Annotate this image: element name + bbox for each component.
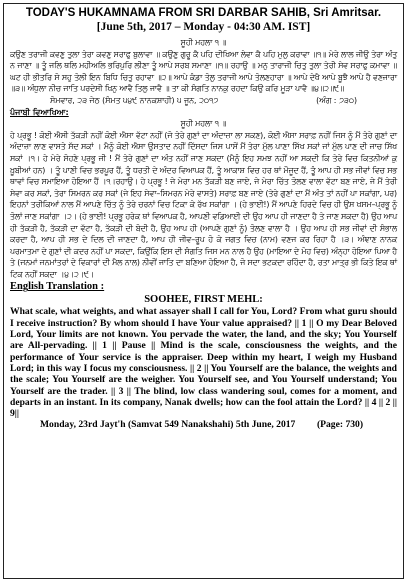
punjabi-text: ਹੇ ਪ੍ਰਭੂ ! ਕੋਈ ਐਸੀ ਤੱਕੜੀ ਨਹੀਂ ਕੋਈ ਐਸਾ ਵੱਟਾ ਨਹੀਂ (ਜੋ ਤੇਰੇ ਗੁਣਾਂ ਦਾ ਅੰਦਾਜ਼ਾ ਲਾ ਸਕਣ), ਕੋਈ ਐਸਾ ਸਰਾਫ਼ ਨਹੀਂ ਜਿਸ ਨੂੰ ਮੈਂ ਤੇਰੇ ਗੁਣਾਂ ਦਾ ਅੰਦਾਜ਼ਾ ਲਾਣ ਵਾਸਤੇ ਸੱਦ ਸਕਾਂ । ਮੈਨੂੰ ਕੋਈ ਐਸਾ ਉਸਤਾਦ ਨਹੀਂ ਦਿੱਸਦਾ ਜਿਸ ਪਾਸੋਂ ਮੈਂ ਤੇਰਾ ਮੁੱਲ ਪਾਣਾ ਸਿੱਖ ਸਕਾਂ ਜਾਂ ਮੁੱਲ ਪਾਣ ਦੀ ਜਾਚ ਸਿੱਖ ਸਕਾਂ ।੧। ਹੇ ਮੇਰੇ ਸੋਹਣੇ ਪ੍ਰਭੂ ਜੀ ! ਮੈਂ ਤੇਰੇ ਗੁਣਾਂ ਦਾ ਅੰਤ ਨਹੀਂ ਜਾਣ ਸਕਦਾ (ਮੈਨੂੰ ਇਹ ਸਮਝ ਨਹੀਂ ਆ ਸਕਦੀ ਕਿ ਤੇਰੇ ਵਿਚ ਕਿਤਨੀਆਂ ਕੁ ਖ਼ੂਬੀਆਂ ਹਨ) । ਤੂੰ ਪਾਣੀ ਵਿਚ ਭਰਪੂਰ ਹੈਂ, ਤੂੰ ਧਰਤੀ ਦੇ ਅੰਦਰ ਵਿਆਪਕ ਹੈਂ, ਤੂੰ ਆਕਾਸ਼ ਵਿਚ ਹਰ ਥਾਂ ਮੌਜੂਦ ਹੈਂ, ਤੂੰ ਆਪ ਹੀ ਸਭ ਜੀਵਾਂ ਵਿਚ ਸਭ ਥਾਵਾਂ ਵਿਚ ਸਮਾਇਆ ਹੋਇਆ ਹੈਂ ।੧।ਰਹਾਉ। ਹੇ ਪ੍ਰਭੂ ! ਜੇ ਮੇਰਾ ਮਨ ਤੱਕੜੀ ਬਣ ਜਾਏ, ਜੇ ਮੇਰਾ ਚਿੱਤ ਤੋਲਣ ਵਾਲਾ ਵੱਟਾ ਬਣ ਜਾਏ, ਜੇ ਮੈਂ ਤੇਰੀ ਸੇਵਾ ਕਰ ਸਕਾਂ, ਤੇਰਾ ਸਿਮਰਨ ਕਰ ਸਕਾਂ (ਜੇ ਇਹ ਸੇਵਾ–ਸਿਮਰਨ ਮੇਰੇ ਵਾਸਤੇ) ਸਰਾਫ਼ ਬਣ ਜਾਏ (ਤੇਰੇ ਗੁਣਾਂ ਦਾ ਮੈਂ ਅੰਤ ਤਾਂ ਨਹੀਂ ਪਾ ਸਕਾਂਗਾ, ਪਰ) ਇਹਨਾਂ ਤਰੀਕਿਆਂ ਨਾਲ ਮੈਂ ਆਪਣੇ ਚਿੱਤ ਨੂੰ ਤੇਰੇ ਚਰਨਾਂ ਵਿਚ ਟਿਕਾ ਕੇ ਰੱਖ ਸਕਾਂਗਾ । (ਹੇ ਭਾਈ!) ਮੈਂ ਆਪਣੇ ਹਿਰਦੇ ਵਿਚ ਹੀ ਉਸ ਖਸਮ–ਪ੍ਰਭੂ ਨੂੰ ਤੋਲਾਂ ਜਾਣ ਸਕਾਂਗਾ ।੨। (ਹੇ ਭਾਈ! ਪ੍ਰਭੂ ਹਰੇਕ ਥਾਂ ਵਿਆਪਕ ਹੈ, ਆਪਣੀ ਵਡਿਆਈ ਦੀ ਉਹ ਆਪ ਹੀ ਜਾਣਦਾ ਹੈ ਤੇ ਜਾਣ ਸਕਦਾ ਹੈ) ਉਹ ਆਪ ਹੀ ਤੱਕੜੀ ਹੈ, ਤੱਕੜੀ ਦਾ ਵੱਟਾ ਹੈ, ਤੱਕੜੀ ਦੀ ਬੋਦੀ ਹੈ, ਉਹ ਆਪ ਹੀ (ਆਪਣੇ ਗੁਣਾਂ ਨੂੰ) ਤੋਲਣ ਵਾਲਾ ਹੈ । ਉਹ ਆਪ ਹੀ ਸਭ ਜੀਵਾਂ ਦੀ ਸੰਭਾਲ ਕਰਦਾ ਹੈ, ਆਪ ਹੀ ਸਭ ਦੇ ਦਿਲ ਦੀ ਜਾਣਦਾ ਹੈ, ਆਪ ਹੀ ਜੀਵ–ਰੂਪ ਹੋ ਕੇ ਜਗਤ ਵਿਚ (ਨਾਮ) ਵਣਜ ਕਰ ਰਿਹਾ ਹੈ ।੩। ਅੰਞਾਣ ਨਾਨਕ ਪਰਮਾਤਮਾ ਦੇ ਗੁਣਾਂ ਦੀ ਕਦਰ ਨਹੀਂ ਪਾ ਸਕਦਾ, ਕਿਉਂਕਿ ਇਸ ਦੀ ਸੰਗਤਿ ਜਿਸ ਮਨ ਨਾਲ ਹੈ ਉਹ (ਮਾਇਆ ਦੇ ਮੋਹ ਵਿਚ) ਅੰਨ੍ਹਾ ਹੋਇਆ ਪਿਆ ਹੈ ਤੇ (ਜਨਮਾਂ ਜਨਮਾਂਤਰਾਂ ਦੇ ਵਿਕਾਰਾਂ ਦੀ ਮੈਲ ਨਾਲ) ਨੀਵੀਂ ਜਾਤਿ ਦਾ ਬਣਿਆ ਹੋਇਆ ਹੈ, ਜੋ ਸਦਾ ਭਟਕਦਾ ਰਹਿੰਦਾ ਹੈ, ਰਤਾ ਮਾਤ੍ਰ ਭੀ ਕਿਤੇ ਇਕ ਥਾਂ ਟਿਕ ਨਹੀਂ ਸਕਦਾ ।੪।੨।੯। <box>10 130 397 279</box>
footer-date: Monday, 23rd Jayt'h (Samvat 549 Nanakshahi) 5th June, 2017 <box>40 419 296 431</box>
english-heading: SOOHEE, FIRST MEHL: <box>144 294 263 306</box>
english-text: What scale, what weights, and what assayer shall I call for You, Lord? From what guru should I receive instruction? By whom should I have Your value appraised? || 1 || O my Dear Beloved Lord, Your limits are not known. You pervade the water, the land, and the sky; You Yourself are All-pervading. || 1 || Pause || Mind is the scale, consciousness the weights, and the performance of Your service is the appraiser. Deep within my heart, I weigh my Husband Lord; in this way I focus my consciousness. || 2 || You Yourself are the balance, the weights and the scale; You Yourself are the weigher. You Yourself see, and You Yourself understand; You Yourself are the trader. || 3 || The blind, low class wandering soul, comes for a moment, and departs in an instant. In its company, Nanak dwells; how can the fool attain the Lord? || 4 || 2 || 9|| <box>10 306 397 420</box>
english-label: English Translation : <box>10 281 105 293</box>
gurbani-text: ਕਉਣ ਤਰਾਜੀ ਕਵਣੁ ਤੁਲਾ ਤੇਰਾ ਕਵਣੁ ਸਰਾਫੁ ਬੁਲਾਵਾ ॥ ਕਉਣੁ ਗੁਰੂ ਕੈ ਪਹਿ ਦੀਖਿਆ ਲੇਵਾ ਕੈ ਪਹਿ ਮੁਲੁ ਕਰਾਵਾ ॥੧॥ ਮੇਰੇ ਲਾਲ ਜੀਉ ਤੇਰਾ ਅੰਤੁ ਨ ਜਾਣਾ ॥ ਤੂੰ ਜਲਿ ਥਲਿ ਮਹੀਅਲਿ ਭਰਿਪੁਰਿ ਲੀਣਾ ਤੂੰ ਆਪੇ ਸਰਬ ਸਮਾਣਾ ॥੧॥ ਰਹਾਉ ॥ ਮਨੁ ਤਾਰਾਜੀ ਚਿਤੁ ਤੁਲਾ ਤੇਰੀ ਸੇਵ ਸਰਾਫੁ ਕਮਾਵਾ ॥ ਘਟ ਹੀ ਭੀਤਰਿ ਸੋ ਸਹੁ ਤੋਲੀ ਇਨ ਬਿਧਿ ਚਿਤੁ ਰਹਾਵਾ ॥੨॥ ਆਪੇ ਕੰਡਾ ਤੋਲੁ ਤਰਾਜੀ ਆਪੇ ਤੋਲਣਹਾਰਾ ॥ ਆਪੇ ਦੇਖੈ ਆਪੇ ਬੂਝੈ ਆਪੇ ਹੈ ਵਣਜਾਰਾ ॥੩॥ ਅੰਧੁਲਾ ਨੀਚ ਜਾਤਿ ਪਰਦੇਸੀ ਖਿਨੁ ਆਵੈ ਤਿਲੁ ਜਾਵੈ ॥ ਤਾ ਕੀ ਸੰਗਤਿ ਨਾਨਕੁ ਰਹਦਾ ਕਿਉ ਕਰਿ ਮੂੜਾ ਪਾਵੈ ॥੪॥੨॥੯॥ <box>10 49 397 94</box>
meta-line <box>10 95 397 107</box>
meta-date: ਸੋਮਵਾਰ, ੨੩ ਜੇਠ (ਸੰਮਤ ੫੪੯ ਨਾਨਕਸ਼ਾਹੀ) ੫ ਜੂਨ, ੨੦੧੭ <box>50 95 219 105</box>
gurbani-heading: ਸੂਹੀ ਮਹਲਾ ੧ ॥ <box>180 38 227 47</box>
date-line: [June 5th, 2017 – Monday - 04:30 AM. IST] <box>96 21 311 33</box>
page-title: TODAY'S HUKAMNAMA FROM SRI DARBAR SAHIB, Sri Amritsar. <box>25 7 382 19</box>
meta-page: (ਅੰਗ : ੭੩੦) <box>316 95 357 105</box>
footer <box>10 419 397 431</box>
hukamnama-page <box>3 3 404 579</box>
punjabi-heading: ਸੂਹੀ ਮਹਲਾ ੧ ॥ <box>180 119 227 129</box>
footer-page: (Page: 730) <box>316 419 364 431</box>
punjabi-label: ਪੰਜਾਬੀ ਵਿਆਖਿਆ: <box>10 107 69 117</box>
